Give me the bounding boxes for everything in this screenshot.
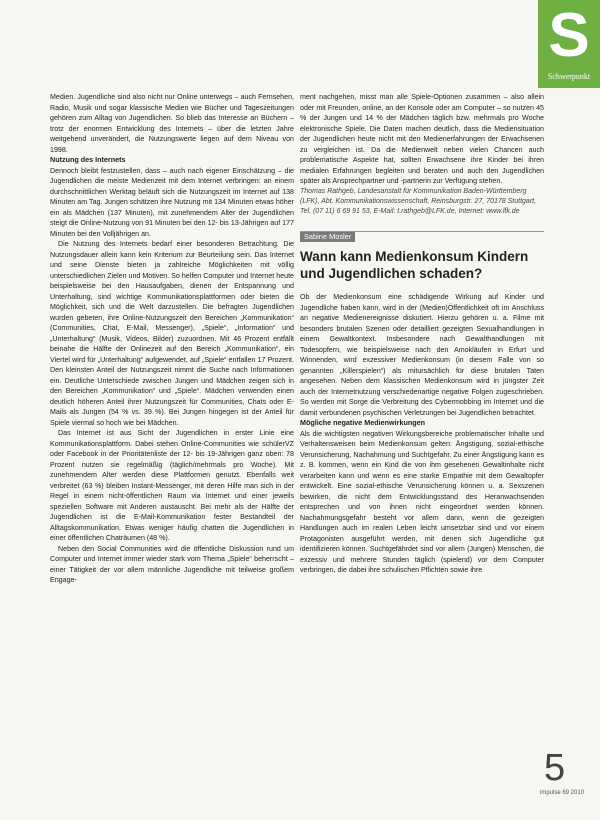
section-letter: S	[548, 1, 590, 70]
paragraph: Neben den Social Communities wird die öffentliche Diskussion rund um Computer und Internet immer wieder stark vom Thema „Spiele“ beherrscht – einer Tätigkeit der vor allem männliche Jugendliche mit teilweise großem Engage-	[50, 544, 294, 584]
paragraph: ment nachgehen, misst man alle Spiele-Optionen zusammen – also allein oder mit Freunden, online, an der Konsole oder am Computer – so nutzen 45 % der Jungen und 14 % der Mädchen täglich bzw. mehrmals pro Woche elektronische Spiele. Die Daten machen deutlich, dass die Mediensituation der Jugendlichen heute nicht mit den Medienerfahrungen der Erwachsenen zu vergleichen ist. Da die Medienwelt neben vielen Chancen auch problematische Aspekte hat, sollten Erwachsene ihre Kinder bei ihren medialen Erfahrungen begleiten und beraten und auch den Jugendlichen später als Ansprechpartner und -partnerin zur Verfügung stehen.	[300, 93, 544, 185]
paragraph: Dennoch bleibt festzustellen, dass – auch nach eigener Einschätzung – die Jugendlichen die meiste Medienzeit mit dem Internet verbringen: an einem durchschnittlichen Werktag beläuft sich die Nutzungszeit im Internet auf 138 Minuten am Tag. Jungen schätzen ihre Nutzung mit 134 Minuten etwas höher ein als Mädchen (137 Minuten), mit zunehmendem Alter der Jugendlichen steigt die Online-Nutzung von 91 Minuten bei den 12- bis 13-Jährigen auf 177 Minuten bei den Volljährigen an.	[50, 166, 294, 238]
paragraph: Die Nutzung des Internets bedarf einer besonderen Betrachtung. Die Nutzungsdauer allein kann kein Kriterium zur Beurteilung sein. Das Internet und seine Dienste bieten ja zahlreiche Möglichkeiten mit völlig unterschiedlichen Zielen und Motiven. So helfen Computer und Internet heute beispielsweise bei den Hausaufgaben, dienen der Entspannung und Unterhaltung, sind wichtige Kommunikationsplattformen oder bieten die Möglichkeit, sich und die Welt darzustellen. Die befragten Jugendlichen wurden gebeten, ihre Online-Nutzungszeit den Bereichen „Kommunikation“ (Communities, Chat, E-Mail, Messenger), „Spiele“, „Information“ und „Unterhaltung“ (Musik, Videos, Bilder) zuzuordnen. Mit 46 Prozent entfällt beinahe die Hälfte der Onlinezeit auf den Bereich „Kommunikation“, ein Viertel wird für „Unterhaltung“ aufgewendet, auf „Spiele“ entfallen 17 Prozent. Den kleinsten Anteil der Nutzungszeit nimmt die Suche nach Informationen ein. Deutliche Unterschiede zwischen Jungen und Mädchen zeigen sich in den Bereichen „Kommunikation“ und „Spiele“. Mädchen verwenden einen deutlich höheren Anteil ihrer Nutzungszeit für Communities, Chats oder E-Mails als Jungen (54 % vs. 39 %). Bei Jungen hingegen ist der Anteil für Spiele viermal so hoch wie bei Mädchen.	[50, 240, 294, 427]
author-contact: Thomas Rathgeb, Landesanstalt für Kommunikation Baden-Württemberg (LFK), Abt. Kommunikationswissenschaft, Reinsburgstr. 27, 70178 Stuttgart, Tel. (07 11) 6 69 91 53, E-Mail: t.rathgeb@LFK.de, Internet: www.lfk.de	[300, 187, 537, 215]
author-name: Sabine Mosler	[300, 232, 355, 242]
paragraph: Als die wichtigsten negativen Wirkungsbereiche problematischer Inhalte und Verhaltensweisen beim Medienkonsum gelten: Ängstigung, sozial-ethische Verunsicherung, Nachahmung und Suchtgefahr. Zu einer Ängstigung kann es z. B. kommen, wenn ein Kind die von ihm gesehenen Gewaltinhalte nicht verarbeiten kann und wenn es eine starke Empathie mit dem Gewaltopfer entwickelt. Eine sozial-ethische Verunsicherung können u. a. Sexszenen bewirken, die nicht dem Entwicklungsstand des Heranwachsenden entsprechen und von ihnen nicht eingeordnet werden können. Nachahmungsgefahr besteht vor allem dann, wenn die gezeigten Handlungen auch im realen Leben leicht umsetzbar sind und vor einem Protagonisten ausgeführt werden, mit denen sich Jugendliche gut identifizieren können. Suchtgefährdet sind vor allem (Jungen) Menschen, die exzessiv und mehrere Stunden täglich (spielend) vor dem Computer verbringen, die dabei ihre schulischen Pflichten sowie ihre	[300, 429, 544, 574]
subheading-internet-use: Nutzung des Internets	[50, 155, 126, 164]
section-badge	[538, 0, 600, 88]
paragraph: Ob der Medienkonsum eine schädigende Wirkung auf Kinder und Jugendliche haben kann, wird in der (Medien)Öffentlichkeit oft im Anschluss an negative Medienereignisse diskutiert. Hierzu gehören u. a. Filme mit besonders brutalen Szenen oder detailliert gezeigten Sexualhandlungen in einem Gewaltkontext. Insbesondere nach Gewalthandlungen mit Todesopfern, wie beispielsweise nach den Amokläufen in Erfurt und Winnenden, wird exzessiver Medienkonsum (in diesem Falle von so genannten „Killerspielen“) als mitursächlich für diese brutalen Taten angesehen. Neben dem klassischen Medienkonsum wird in jüngster Zeit auch der Internetnutzung verschiedenartige negative Folgen zugeschrieben. So werden mit Sorge die Verbreitung des Cybermobbing im Internet und die damit verbundenen psychischen Verletzungen bei Jugendlichen betrachtet.	[300, 293, 544, 417]
issue-label: impulse 69 2010	[540, 790, 585, 796]
right-column	[300, 92, 544, 576]
page-number: 5	[544, 747, 566, 789]
article-title: Wann kann Medienkonsum Kindern und Jugendlichen schaden?	[300, 249, 529, 281]
section-label: Schwerpunkt	[547, 72, 591, 81]
paragraph: Das Internet ist aus Sicht der Jugendlichen in erster Linie eine Kommunikationsplattform. Dabei stehen Online-Communities wie schülerVZ oder Facebook in der Prioritätenliste der 12- bis 19-Jährigen ganz oben: 78 Prozent nutzen sie regelmäßig (täglich/mehrmals pro Woche). Mit zunehmendem Alter werden diese Plattformen genutzt. Ebenfalls weit verbreitet (63 %) bleiben Instant-Messenger, mit deren Hilfe man sich in der Regel in einem nicht-öffentlichen Raum via Internet und einer jeweils speziellen Software mit Anderen austauscht. Bei mehr als der Hälfte der Jugendlichen ist die E-Mail-Kommunikation fester Bestandteil der Alltagskommunikation. Etwas weniger häufig chatten die Jugendlichen in einer öffentlichen Chaträumen (48 %).	[50, 429, 294, 542]
left-column	[50, 92, 294, 586]
subheading-negative-effects: Mögliche negative Medienwirkungen	[300, 418, 426, 427]
intro-paragraph: Medien. Jugendliche sind also nicht nur Online unterwegs – auch Fernsehen, Radio, Musik und sogar klassische Medien wie Bücher und Tageszeitungen gehören zum Alltag von Jugendlichen. So blieb das Interesse an Büchern – trotz der enormen Entwicklung des Internets – über die letzten Jahre weitgehend unverändert, die Nutzungswerte liegen auf dem Niveau von 1998.	[50, 93, 294, 154]
